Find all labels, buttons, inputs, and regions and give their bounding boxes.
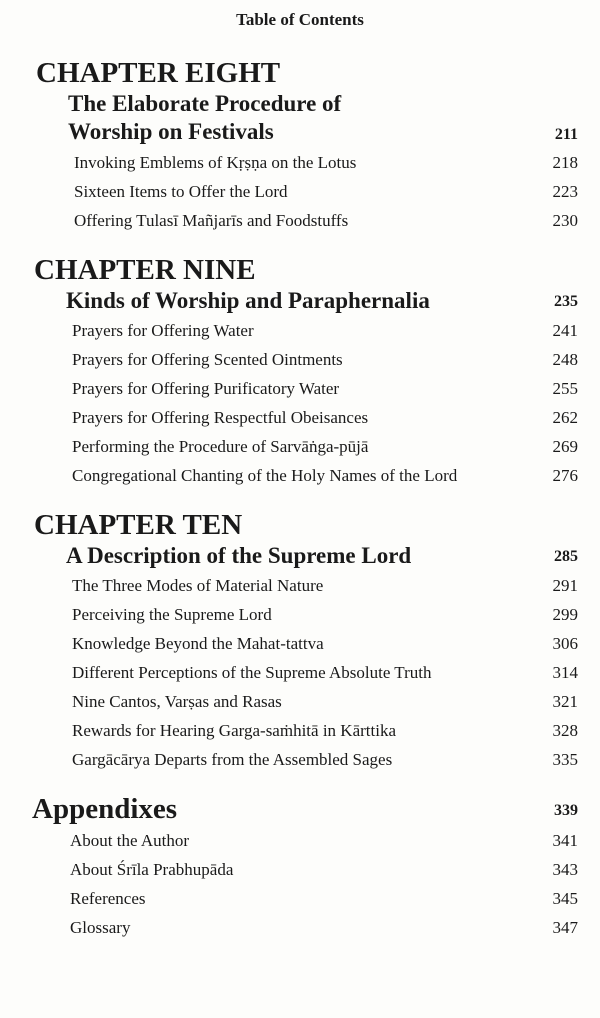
appendixes-page-number: 339 <box>554 802 578 819</box>
toc-entry[interactable] <box>72 435 578 459</box>
section-heading-line-2: Worship on Festivals <box>68 119 274 144</box>
toc-entry-title: Invoking Emblems of Kṛṣṇa on the Lotus <box>74 153 357 172</box>
toc-entry-title: Prayers for Offering Scented Ointments <box>72 350 343 369</box>
section-heading: A Description of the Supreme Lord <box>66 543 412 568</box>
chapter-heading: CHAPTER NINE <box>34 254 256 286</box>
toc-entry[interactable] <box>72 348 578 372</box>
toc-entry-page: 328 <box>552 721 578 740</box>
toc-entry-page: 218 <box>552 153 578 172</box>
toc-entry-page: 276 <box>552 466 578 485</box>
section-heading: Kinds of Worship and Paraphernalia <box>66 288 430 313</box>
toc-entry[interactable] <box>74 209 578 233</box>
toc-entry-page: 299 <box>552 605 578 624</box>
toc-entry-page: 230 <box>552 211 578 230</box>
toc-entry-title: Prayers for Offering Purificatory Water <box>72 379 340 398</box>
toc-entry-page: 341 <box>552 831 578 850</box>
toc-entry[interactable] <box>72 603 578 627</box>
toc-entry-page: 306 <box>552 634 578 653</box>
chapter-heading: CHAPTER TEN <box>34 509 243 541</box>
toc-entry[interactable] <box>72 319 578 343</box>
toc-entry-page: 314 <box>552 663 578 682</box>
toc-entry-page: 345 <box>552 889 578 908</box>
toc-entry-page: 321 <box>552 692 578 711</box>
toc-entry[interactable] <box>72 464 578 488</box>
section-page-number: 285 <box>554 548 578 565</box>
toc-entry[interactable] <box>72 661 578 685</box>
toc-entry-title: Congregational Chanting of the Holy Names of the Lord <box>72 466 458 485</box>
toc-entry-page: 223 <box>552 182 578 201</box>
toc-entry[interactable] <box>72 377 578 401</box>
toc-entry-page: 269 <box>552 437 578 456</box>
toc-entry[interactable] <box>72 748 578 772</box>
toc-entry-title: Glossary <box>70 918 131 937</box>
toc-entry[interactable] <box>70 916 578 940</box>
toc-entry-title: Offering Tulasī Mañjarīs and Foodstuffs <box>74 211 349 230</box>
toc-entry[interactable] <box>70 858 578 882</box>
toc-entry-title: Gargācārya Departs from the Assembled Sages <box>72 750 393 769</box>
toc-entry[interactable] <box>72 719 578 743</box>
toc-entry-page: 291 <box>552 576 578 595</box>
section-page-number: 211 <box>554 126 578 143</box>
toc-entry-title: References <box>70 889 146 908</box>
toc-entry[interactable] <box>72 690 578 714</box>
toc-entry-title: The Three Modes of Material Nature <box>72 576 324 595</box>
toc-entry-title: About the Author <box>70 831 189 850</box>
toc-entry-title: Different Perceptions of the Supreme Absolute Truth <box>72 663 432 682</box>
toc-entry-title: Rewards for Hearing Garga-saṁhitā in Kārttika <box>72 721 396 740</box>
toc-entry-page: 262 <box>552 408 578 427</box>
toc-entry-page: 335 <box>552 750 578 769</box>
toc-entry[interactable] <box>70 829 578 853</box>
toc-entry[interactable] <box>72 406 578 430</box>
toc-entry-page: 241 <box>552 321 578 340</box>
toc-entry-title: Nine Cantos, Varṣas and Rasas <box>72 692 282 711</box>
toc-entry-title: Prayers for Offering Respectful Obeisances <box>72 408 369 427</box>
toc-entry[interactable] <box>72 632 578 656</box>
toc-entry[interactable] <box>72 574 578 598</box>
toc-entry-title: Perceiving the Supreme Lord <box>72 605 272 624</box>
toc-entry-page: 255 <box>552 379 578 398</box>
toc-entry[interactable] <box>74 180 578 204</box>
toc-entry-title: Prayers for Offering Water <box>72 321 254 340</box>
toc-entry-page: 248 <box>552 350 578 369</box>
toc-entry[interactable] <box>74 151 578 175</box>
toc-entry-page: 347 <box>552 918 578 937</box>
section-page-number: 235 <box>554 293 578 310</box>
toc-entry-title: Performing the Procedure of Sarvāṅga-pūjā <box>72 437 369 456</box>
appendixes-heading: Appendixes <box>32 793 178 825</box>
chapter-heading: CHAPTER EIGHT <box>36 57 281 89</box>
toc-entry[interactable] <box>70 887 578 911</box>
page-title: Table of Contents <box>236 10 364 29</box>
toc-entry-title: Sixteen Items to Offer the Lord <box>74 182 288 201</box>
toc-entry-page: 343 <box>552 860 578 879</box>
toc-entry-title: About Śrīla Prabhupāda <box>70 860 234 879</box>
section-heading-line-1: The Elaborate Procedure of <box>68 91 342 116</box>
toc-entry-title: Knowledge Beyond the Mahat-tattva <box>72 634 324 653</box>
